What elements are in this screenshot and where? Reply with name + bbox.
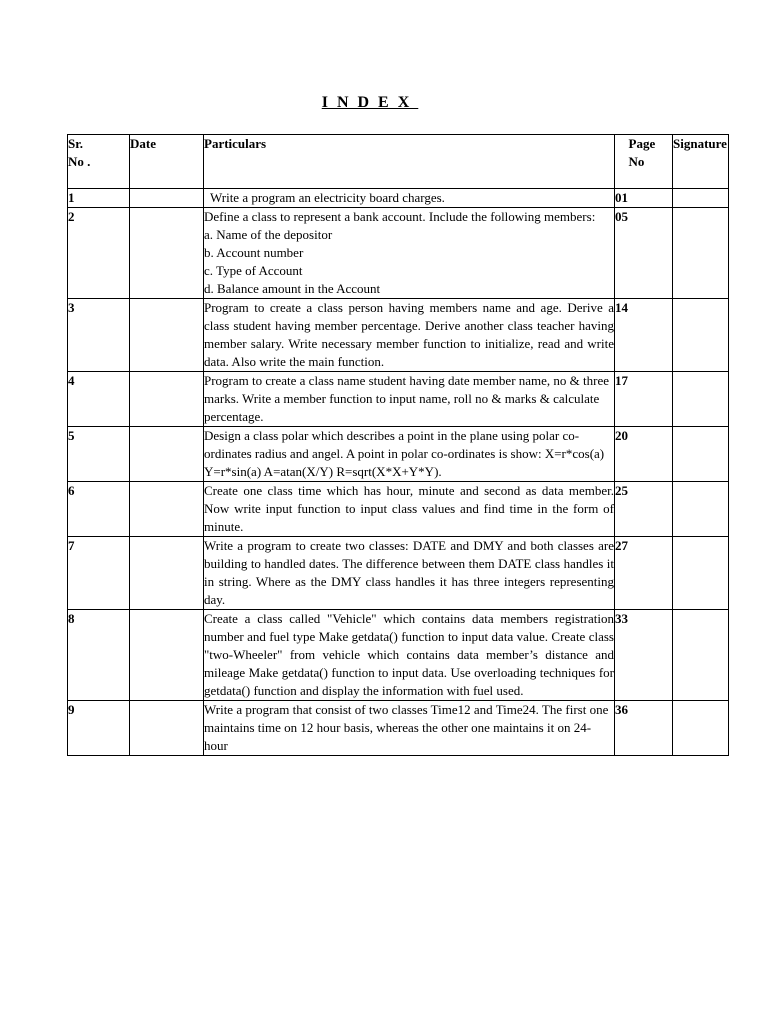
signature-cell (673, 208, 729, 299)
particulars-cell (204, 208, 615, 299)
particulars-text: Program to create a class person having members name and age. Derive a class student having member percentage. Derive another class teacher having member salary. Write necessary member function to initialize, read and write data. Also write the main function. (204, 300, 614, 369)
particulars-text: Create a class called "Vehicle" which contains data members registration number and fuel type Make getdata() function to input data value. Create class "two-Wheeler" from vehicle which contains data member’s distance and mileage Make getdata() function to input data. Use overloading techniques for getdata() function and display the information with fuel used. (204, 611, 614, 698)
particulars-cell (204, 189, 615, 208)
particulars-text: Program to create a class name student having date member name, no & three marks. Write a member function to input name, roll no & marks & calculate percentage. (204, 373, 610, 424)
page-no-cell: 36 (615, 701, 673, 756)
table-row (68, 610, 729, 701)
particulars-text: Create one class time which has hour, minute and second as data member. Now write input function to input class values and find time in the form of minute. (204, 483, 614, 534)
signature-cell (673, 537, 729, 610)
sr-no-cell: 5 (68, 427, 130, 482)
signature-cell (673, 372, 729, 427)
table-row (68, 701, 729, 756)
particulars-text: Design a class polar which describes a point in the plane using polar co- ordinates radius and angel. A point in polar co-ordinates is show: X=r*cos(a) Y=r*sin(a) A=atan(X/Y) R=sqrt(X*X+Y*Y). (204, 428, 605, 479)
sr-no-cell: 6 (68, 482, 130, 537)
header-sr-no (68, 135, 130, 189)
signature-cell (673, 482, 729, 537)
header-signature: Signature (673, 135, 729, 189)
date-cell (130, 427, 204, 482)
particulars-text: Write a program that consist of two classes Time12 and Time24. The first one maintains time on 12 hour basis, whereas the other one maintains it on 24-hour (204, 702, 609, 753)
particulars-cell (204, 701, 615, 756)
particulars-cell (204, 427, 615, 482)
page-no-cell: 27 (615, 537, 673, 610)
table-row (68, 372, 729, 427)
sr-no-cell: 1 (68, 189, 130, 208)
particulars-cell (204, 537, 615, 610)
date-cell (130, 482, 204, 537)
table-row (68, 482, 729, 537)
particulars-cell (204, 299, 615, 372)
signature-cell (673, 299, 729, 372)
header-sr-no-label: Sr. No . (68, 136, 91, 169)
signature-cell (673, 701, 729, 756)
sr-no-cell: 9 (68, 701, 130, 756)
date-cell (130, 299, 204, 372)
date-cell (130, 372, 204, 427)
sr-no-cell: 8 (68, 610, 130, 701)
header-page-no (615, 135, 673, 189)
page-title: INDEX (321, 94, 419, 111)
header-page-no-label: Page No (628, 136, 656, 169)
sr-no-cell: 7 (68, 537, 130, 610)
particulars-cell (204, 482, 615, 537)
signature-cell (673, 427, 729, 482)
particulars-text: Define a class to represent a bank account. Include the following members: a. Name of the depositor b. Account number c. Type of Account d. Balance amount in the Account (204, 209, 596, 296)
index-table (67, 134, 729, 756)
particulars-text: Write a program an electricity board charges. (210, 190, 445, 205)
signature-cell (673, 610, 729, 701)
header-row (68, 135, 729, 189)
table-row (68, 208, 729, 299)
date-cell (130, 701, 204, 756)
page-no-cell: 17 (615, 372, 673, 427)
header-particulars: Particulars (204, 135, 615, 189)
signature-cell (673, 189, 729, 208)
header-date: Date (130, 135, 204, 189)
date-cell (130, 537, 204, 610)
page-no-cell: 05 (615, 208, 673, 299)
sr-no-cell: 3 (68, 299, 130, 372)
date-cell (130, 208, 204, 299)
sr-no-cell: 4 (68, 372, 130, 427)
particulars-cell (204, 610, 615, 701)
table-row (68, 427, 729, 482)
particulars-text: Write a program to create two classes: DATE and DMY and both classes are building to handled dates. The difference between them DATE class handles it in string. Where as the DMY class handles it has three integers representing day. (204, 538, 614, 607)
sr-no-cell: 2 (68, 208, 130, 299)
table-row (68, 189, 729, 208)
table-row (68, 537, 729, 610)
particulars-cell (204, 372, 615, 427)
page-no-cell: 01 (615, 189, 673, 208)
page-no-cell: 20 (615, 427, 673, 482)
page-no-cell: 33 (615, 610, 673, 701)
table-row (68, 299, 729, 372)
date-cell (130, 189, 204, 208)
page-no-cell: 25 (615, 482, 673, 537)
page-no-cell: 14 (615, 299, 673, 372)
date-cell (130, 610, 204, 701)
